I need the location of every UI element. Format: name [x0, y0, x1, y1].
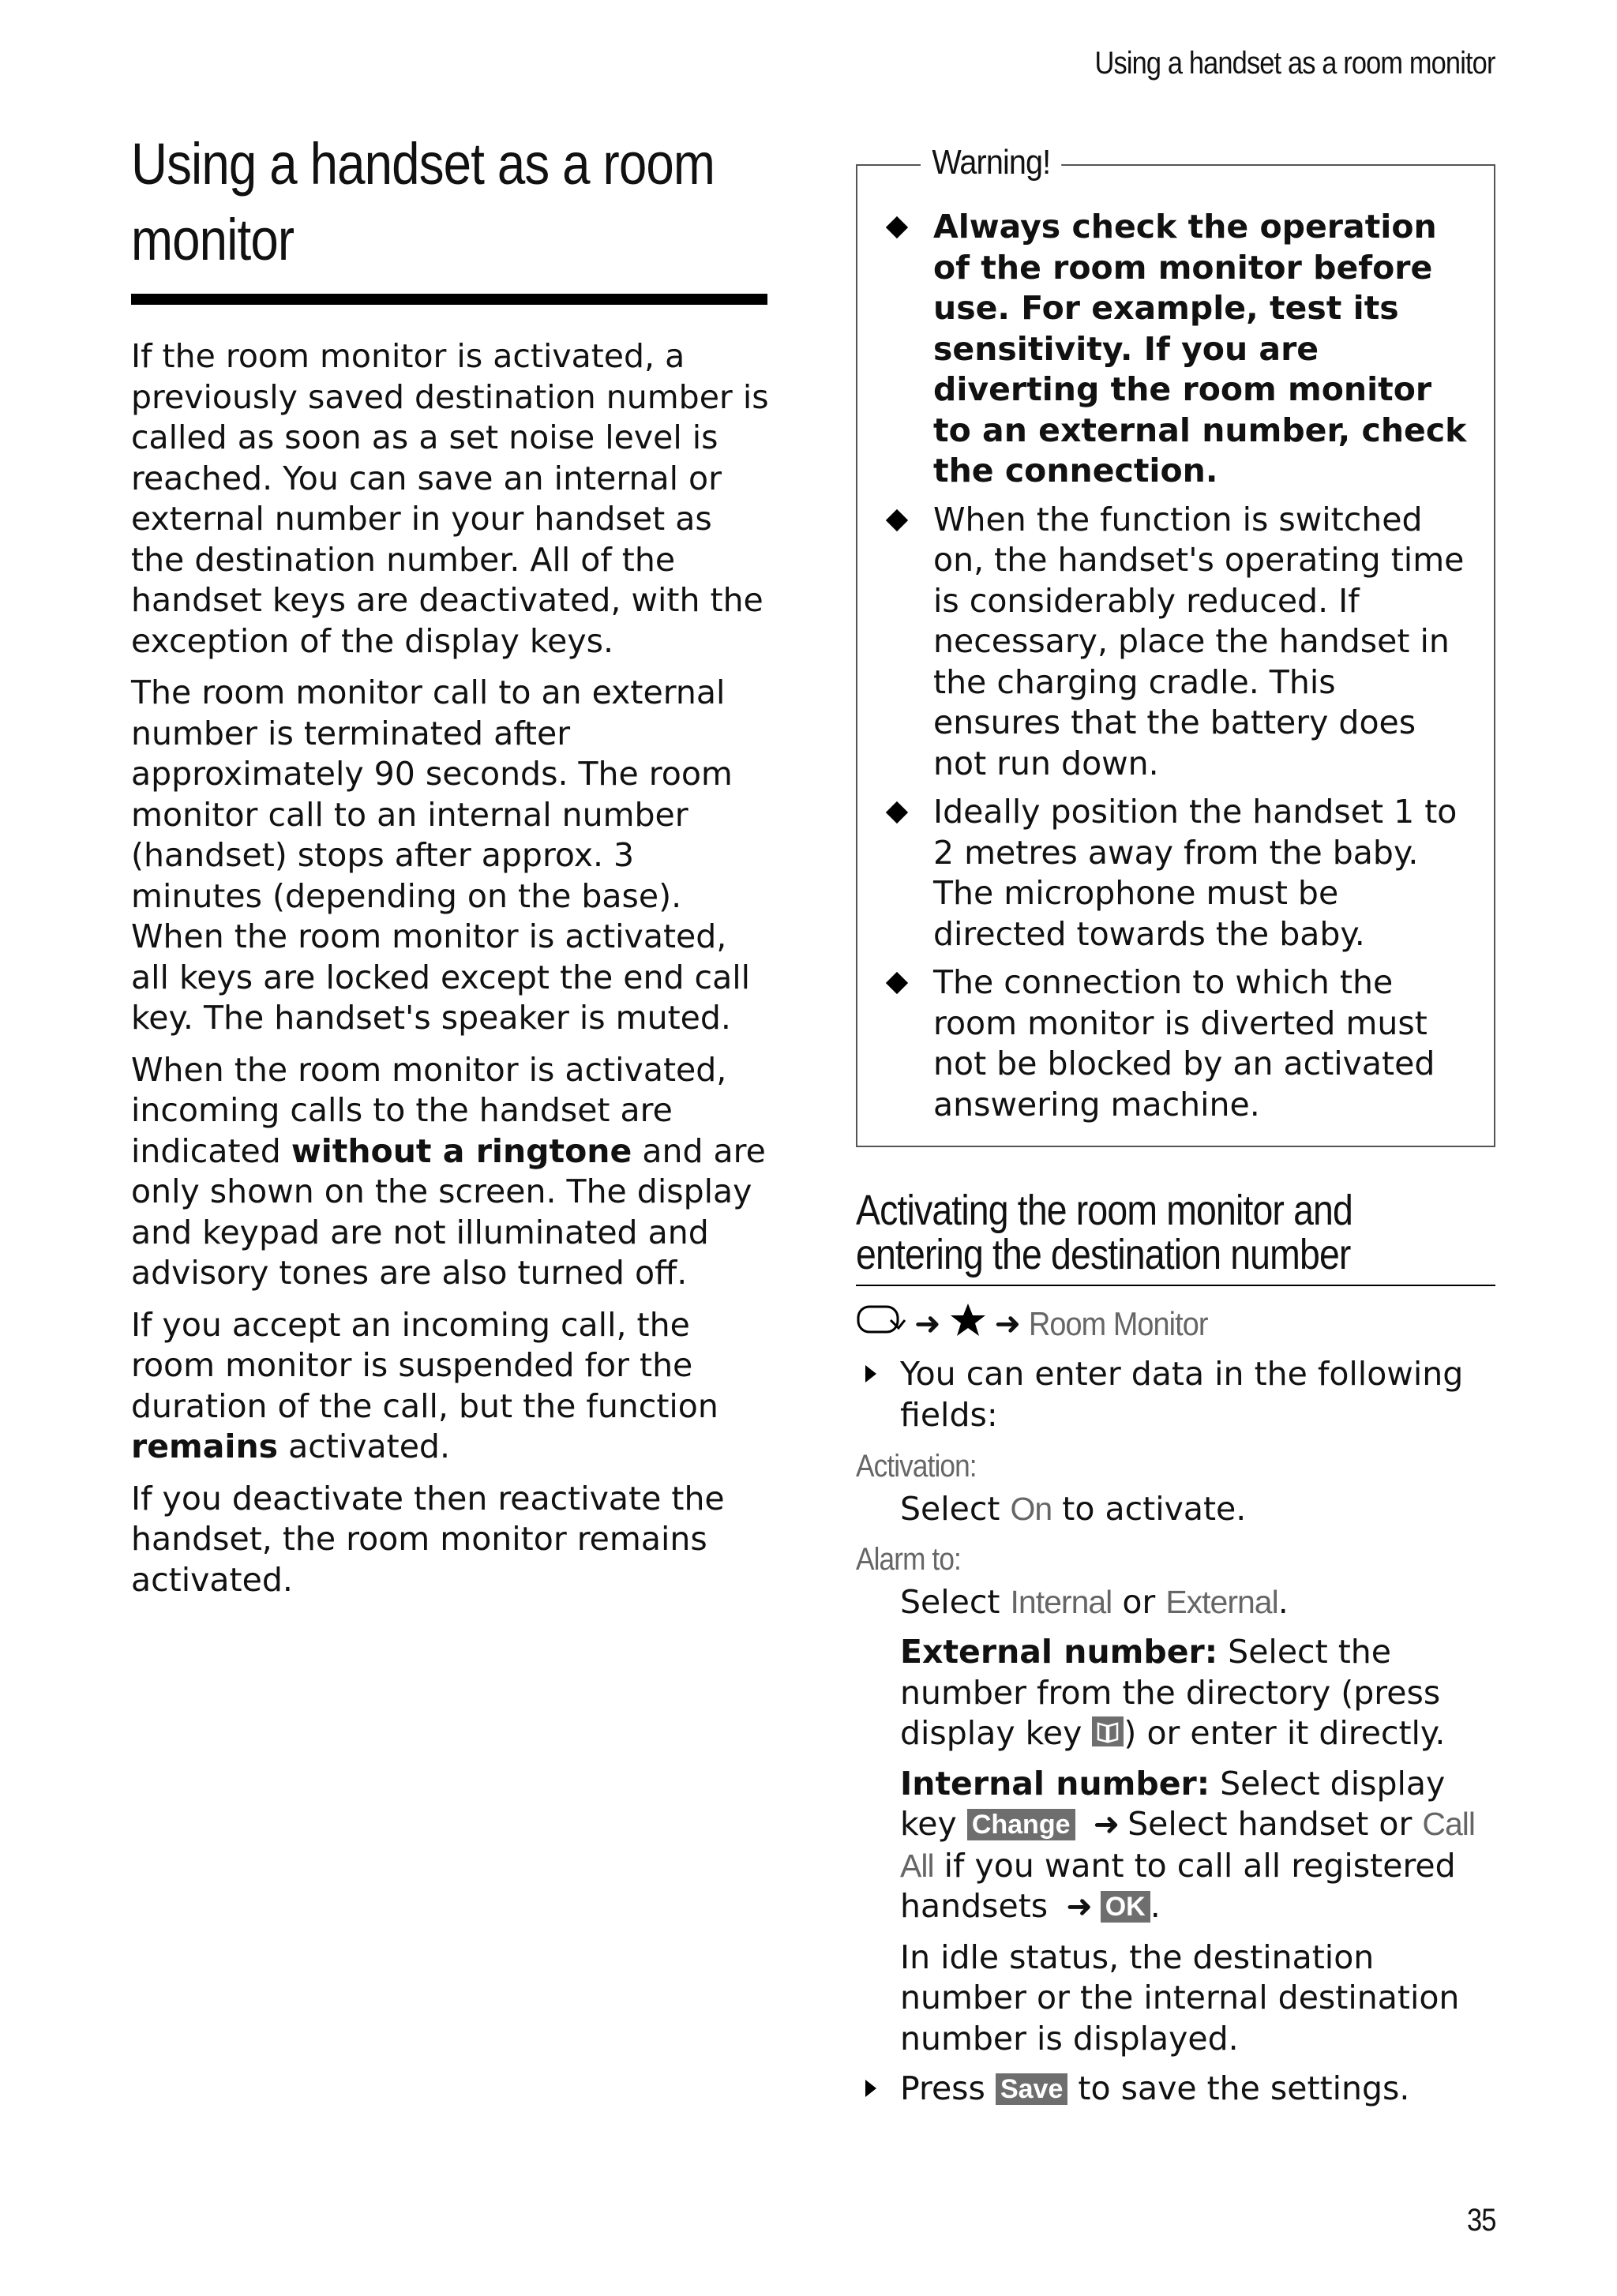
- warning-list: [883, 207, 1470, 1125]
- menu-key-icon: [856, 1303, 906, 1345]
- arrow-right-icon: ➜: [1093, 1806, 1120, 1843]
- instruction-step: You can enter data in the following fields:: [856, 1354, 1495, 1435]
- diamond-bullet-icon: [886, 216, 908, 238]
- activation-text: Select On to activate.: [900, 1490, 1247, 1528]
- menu-path: [856, 1302, 1495, 1346]
- diamond-bullet-icon: [886, 801, 908, 823]
- page-number: 35: [1466, 2203, 1495, 2238]
- diamond-bullet-icon: [886, 972, 908, 994]
- call-duration-paragraph: The room monitor call to an external number is terminated after approximately 90 seconds. The room monitor call to an internal number (handset) stops after approx. 3 minutes (depending on the base). When the room monitor is activated, all keys are locked except the end call key. The handset's speaker is muted.: [131, 673, 751, 1037]
- idle-status-text: In idle status, the destination number or the internal destination number is displayed.: [900, 1938, 1460, 2058]
- save-key: Save: [996, 2073, 1067, 2105]
- option-on: On: [1010, 1491, 1052, 1527]
- instruction-step: Press Save to save the settings.: [856, 2069, 1495, 2110]
- running-header: Using a handset as a room monitor: [1094, 46, 1495, 81]
- field-label-alarm-to: Alarm to:: [856, 1541, 961, 1577]
- incoming-calls-paragraph: When the room monitor is activated, incoming calls to the handset are indicated without a ringtone and are only shown on the screen. The display and keypad are not illuminated and advisory tones are also turned off.: [131, 1050, 766, 1292]
- emphasis-text: without a ringtone: [291, 1131, 632, 1170]
- triangle-bullet-icon: [865, 1365, 876, 1382]
- option-external: External: [1165, 1583, 1278, 1620]
- arrow-right-icon: ➜: [1066, 1889, 1093, 1925]
- triangle-bullet-icon: [865, 2080, 876, 2097]
- warning-item: When the function is switched on, the handset's operating time is considerably reduced. If necessary, place the handset in the charging cradle. This ensures that the battery does not run down.: [883, 500, 1470, 785]
- option-internal: Internal: [1010, 1583, 1112, 1620]
- right-column: [856, 142, 1495, 2121]
- section-heading: Activating the room monitor and entering the destination number: [856, 1187, 1353, 1278]
- menu-item-room-monitor: Room Monitor: [1029, 1305, 1208, 1342]
- page-title: Using a handset as a room monitor: [131, 131, 715, 272]
- ok-key: OK: [1101, 1891, 1150, 1923]
- option-call-all: Call All: [900, 1806, 1476, 1884]
- warning-item: The connection to which the room monitor is diverted must not be blocked by an activated answering machine.: [883, 962, 1470, 1125]
- emphasis-text: remains: [131, 1427, 279, 1465]
- left-column: [131, 126, 771, 1611]
- alarm-text: Select Internal or External.: [900, 1582, 1289, 1621]
- warning-title: Warning!: [921, 142, 1062, 183]
- change-key: Change: [967, 1809, 1075, 1840]
- title-rule: [131, 294, 767, 305]
- section-rule: [856, 1285, 1495, 1286]
- warning-box: [856, 143, 1495, 1147]
- internal-number-text: Internal number: Select display key Change ➜ Select handset or Call All if you want to call all registered handsets ➜ OK .: [900, 1764, 1476, 1925]
- external-number-text: External number: Select the number from the directory (press display key ) or enter it directly.: [900, 1633, 1446, 1752]
- warning-item: Always check the operation of the room monitor before use. For example, test its sensitivity. If you are diverting the room monitor to an external number, check the connection.: [883, 207, 1470, 492]
- field-label-activation: Activation:: [856, 1449, 977, 1484]
- arrow-right-icon: ➜: [914, 1306, 941, 1342]
- diamond-bullet-icon: [886, 508, 908, 531]
- directory-book-icon: [1092, 1716, 1124, 1746]
- arrow-right-icon: ➜: [994, 1306, 1022, 1342]
- intro-paragraph: If the room monitor is activated, a previously saved destination number is called as soon as a set noise level is reached. You can save an internal or external number in your handset as the destination number. All of the handset keys are deactivated, with the exception of the display keys.: [131, 337, 769, 660]
- star-icon: [949, 1302, 987, 1346]
- warning-item: Ideally position the handset 1 to 2 metres away from the baby. The microphone must be directed towards the baby.: [883, 792, 1470, 955]
- accept-call-paragraph: If you accept an incoming call, the room monitor is suspended for the duration of the call, but the function remains activated.: [131, 1305, 718, 1465]
- reactivate-paragraph: If you deactivate then reactivate the handset, the room monitor remains activated.: [131, 1479, 725, 1599]
